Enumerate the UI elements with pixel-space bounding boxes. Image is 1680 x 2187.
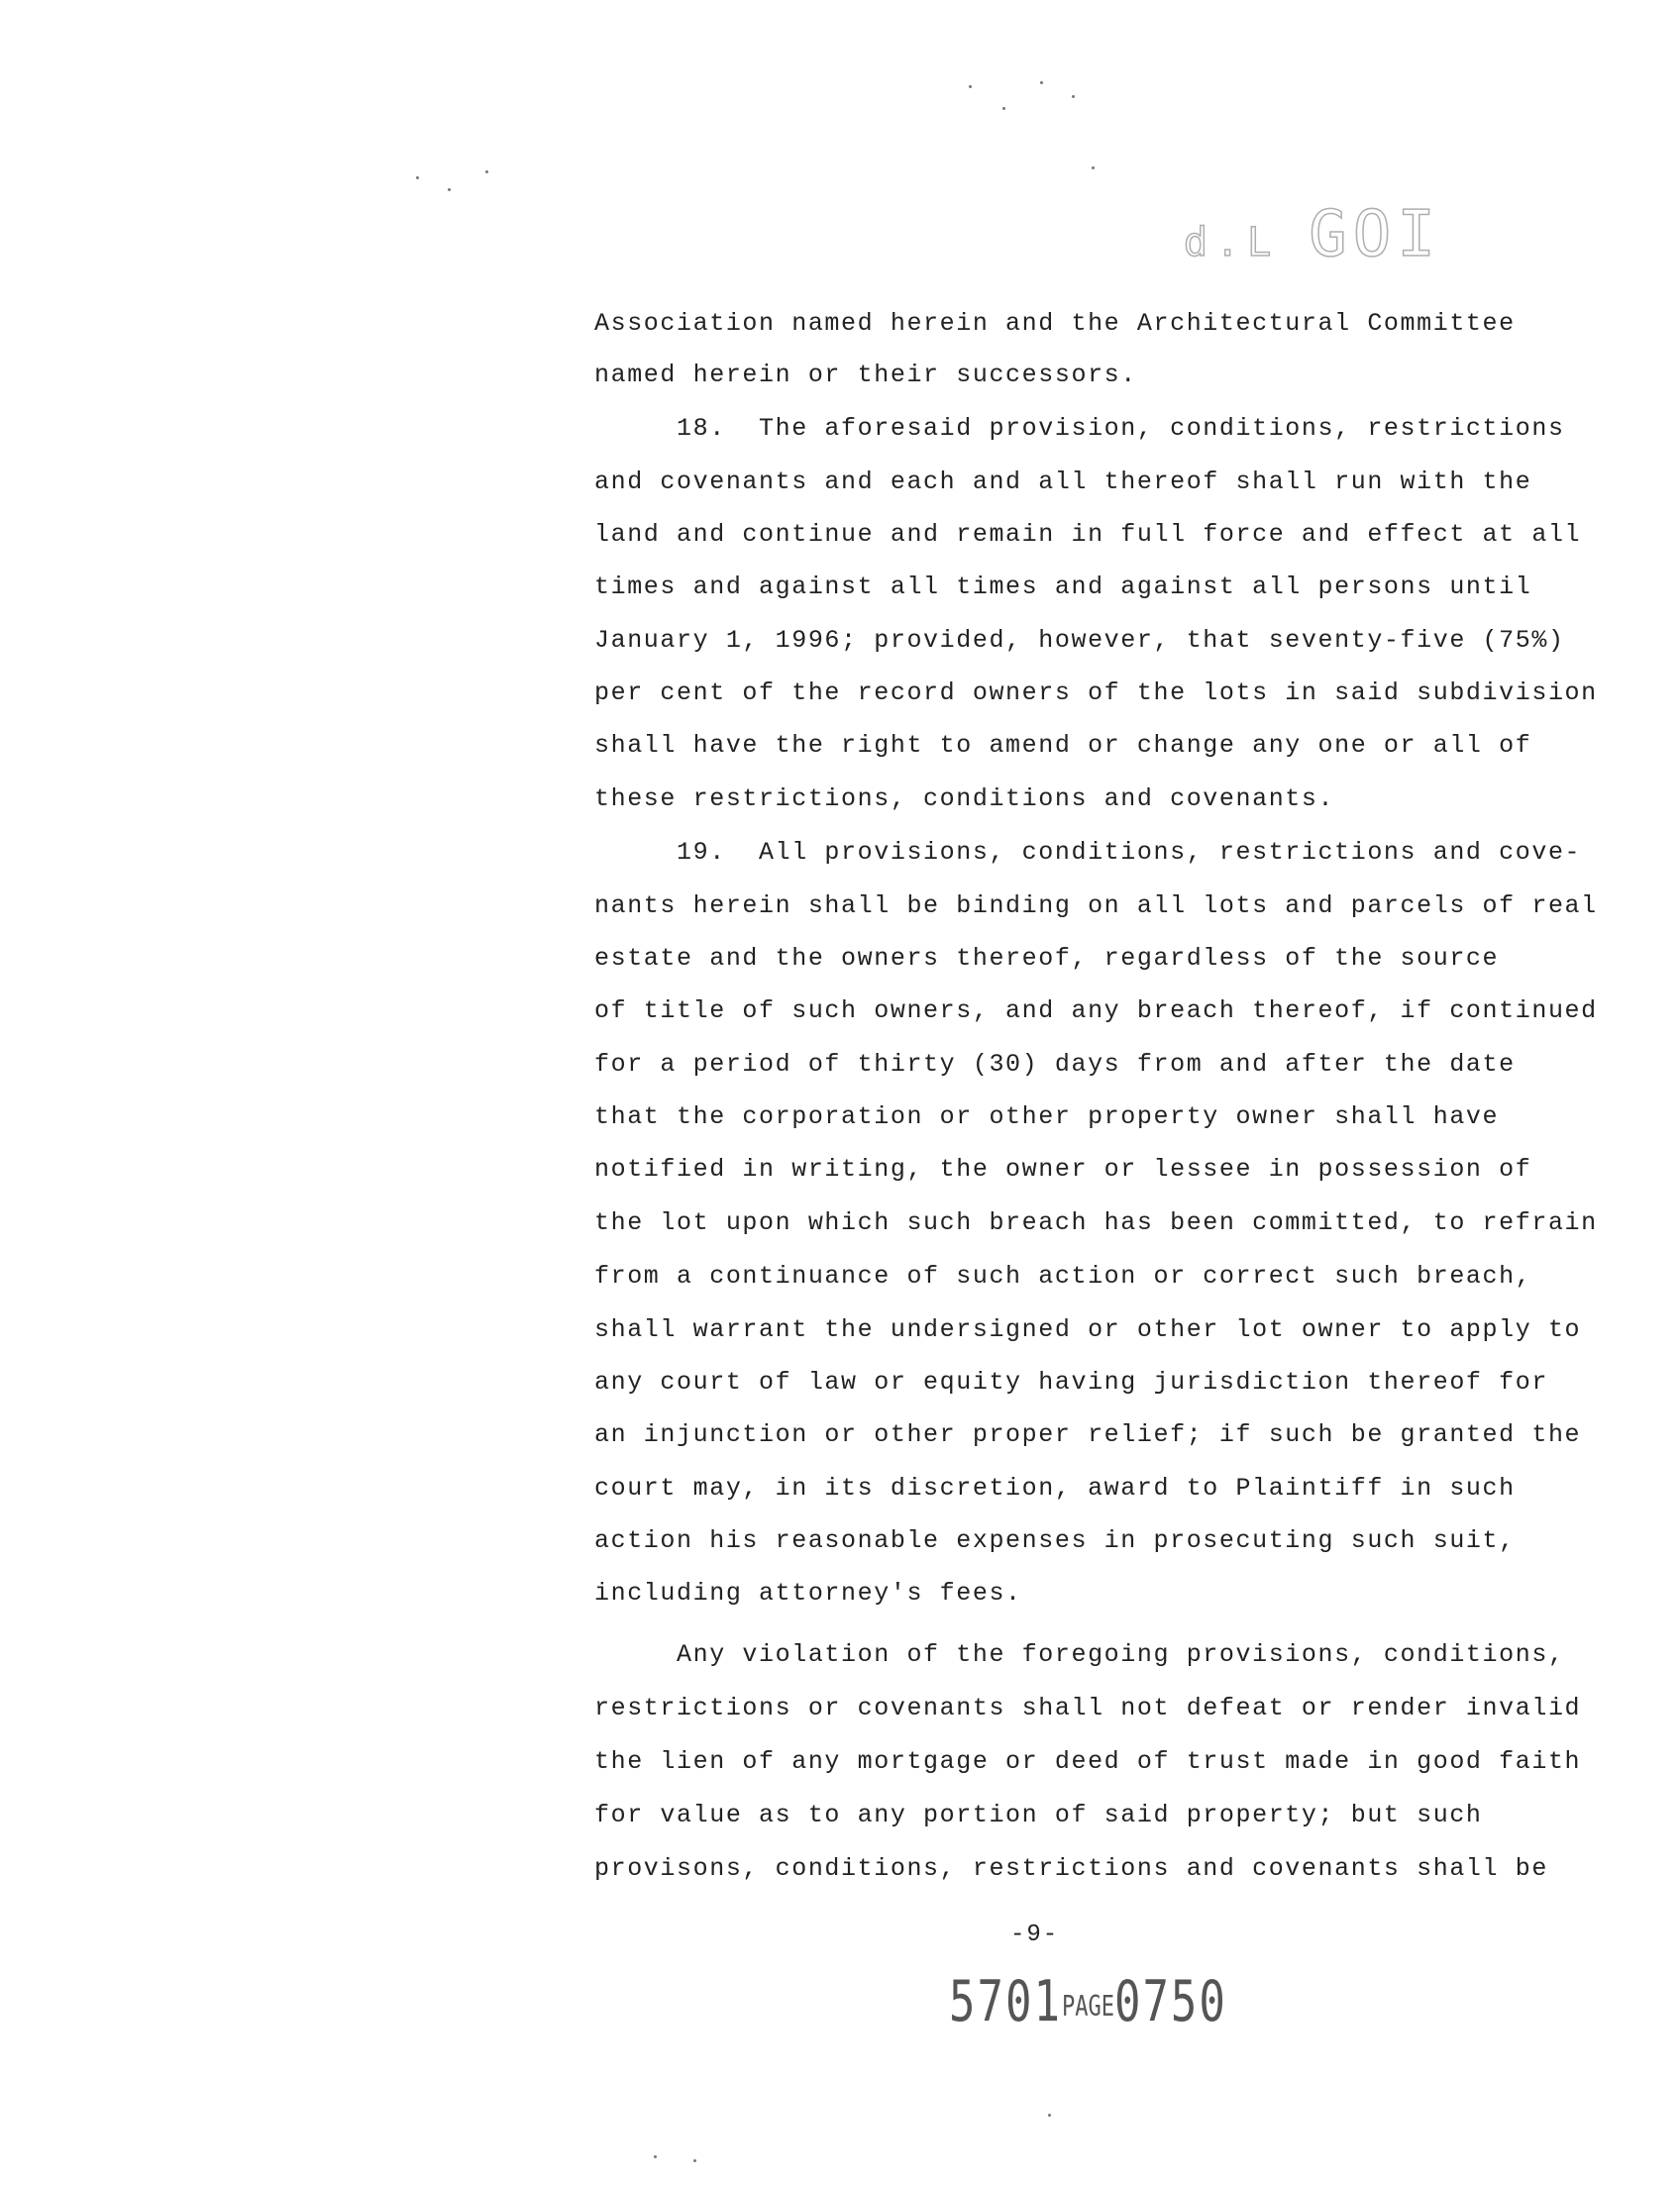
text-line: the lien of any mortgage or deed of trust made in good faith — [594, 1747, 1582, 1776]
text-line: Association named herein and the Architectural Committee — [594, 309, 1516, 338]
text-line: that the corporation or other property owner shall have — [594, 1102, 1500, 1131]
text-line: restrictions or covenants shall not defeat or render invalid — [594, 1694, 1582, 1722]
scan-speck — [969, 85, 972, 88]
text-line: for a period of thirty (30) days from and after the date — [594, 1050, 1516, 1079]
header-stamp — [1184, 198, 1441, 271]
text-line: land and continue and remain in full force and effect at all — [594, 520, 1582, 549]
scan-speck — [485, 170, 488, 173]
text-line: of title of such owners, and any breach thereof, if continued — [594, 996, 1598, 1025]
scan-speck — [1002, 107, 1005, 110]
recording-page: 0750 — [1113, 1969, 1227, 2035]
recording-book: 5701 — [949, 1969, 1062, 2035]
text-line: per cent of the record owners of the lots in said subdivision — [594, 678, 1598, 707]
scan-speck — [654, 2155, 657, 2158]
text-line: including attorney's fees. — [594, 1579, 1022, 1608]
text-line: any court of law or equity having jurisdiction thereof for — [594, 1368, 1548, 1397]
text-line: court may, in its discretion, award to Plaintiff in such — [594, 1474, 1516, 1503]
page-number: -9- — [1010, 1922, 1060, 1948]
text-line: Any violation of the foregoing provisions, conditions, — [594, 1640, 1565, 1669]
text-line: and covenants and each and all thereof shall run with the — [594, 468, 1532, 496]
header-stamp-prefix: d.L — [1184, 220, 1280, 265]
text-line: times and against all times and against all persons until — [594, 573, 1532, 601]
scan-speck — [1092, 166, 1095, 169]
scan-speck — [1040, 81, 1043, 84]
text-line: for value as to any portion of said property; but such — [594, 1801, 1483, 1829]
recording-stamp — [949, 1969, 1227, 2034]
text-line: notified in writing, the owner or lessee in possession of — [594, 1155, 1532, 1184]
text-line: these restrictions, conditions and covenants. — [594, 784, 1335, 813]
text-line: 18. The aforesaid provision, conditions, restrictions — [594, 414, 1565, 443]
scan-speck — [693, 2159, 696, 2162]
text-line: shall have the right to amend or change any one or all of — [594, 731, 1532, 760]
header-stamp-number: GOI — [1309, 198, 1441, 271]
scan-speck — [416, 176, 419, 179]
scan-speck — [1072, 95, 1075, 98]
recording-mark: PAGE — [1061, 1991, 1114, 2024]
text-line: named herein or their successors. — [594, 361, 1137, 389]
text-line: nants herein shall be binding on all lots and parcels of real — [594, 891, 1598, 920]
text-line: from a continuance of such action or correct such breach, — [594, 1262, 1532, 1291]
text-line: 19. All provisions, conditions, restrictions and cove- — [594, 838, 1582, 867]
text-line: an injunction or other proper relief; if such be granted the — [594, 1420, 1582, 1449]
text-line: action his reasonable expenses in prosecuting such suit, — [594, 1526, 1516, 1555]
scan-speck — [1048, 2114, 1051, 2117]
scan-speck — [448, 188, 451, 191]
text-line: January 1, 1996; provided, however, that seventy-five (75%) — [594, 626, 1565, 655]
text-line: provisons, conditions, restrictions and covenants shall be — [594, 1854, 1548, 1883]
text-line: estate and the owners thereof, regardless of the source — [594, 944, 1500, 973]
text-line: shall warrant the undersigned or other lot owner to apply to — [594, 1315, 1582, 1344]
text-line: the lot upon which such breach has been committed, to refrain — [594, 1208, 1598, 1237]
